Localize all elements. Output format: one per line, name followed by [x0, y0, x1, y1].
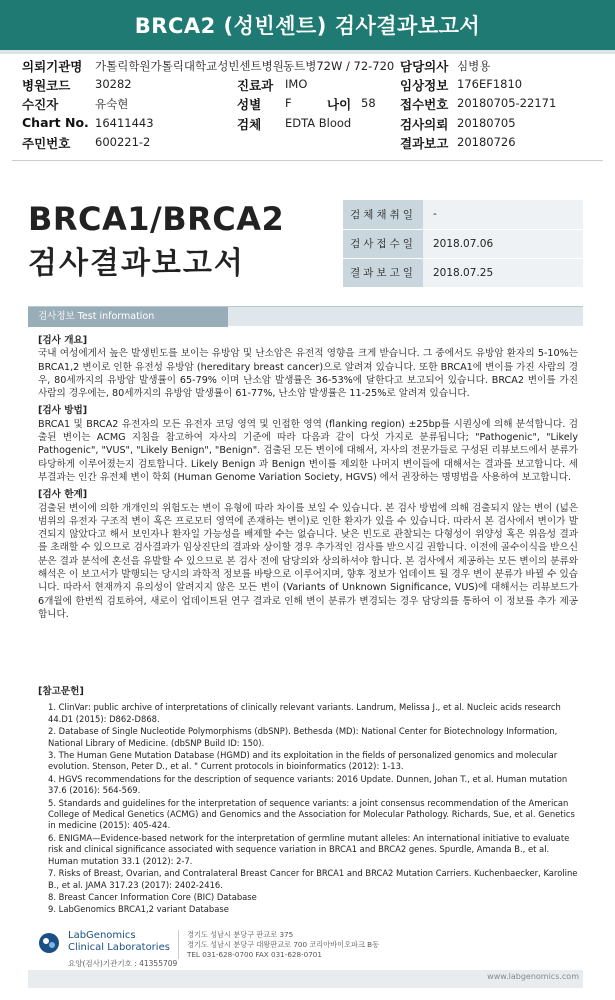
address-line: 경기도 성남시 분당구 판교로 375	[187, 930, 294, 939]
meta-value: IMO	[285, 77, 308, 91]
meta-label: 병원코드	[22, 78, 71, 93]
table-row	[343, 229, 583, 258]
meta-value: 58	[361, 96, 376, 110]
lab-name-line1: LabGenomics	[68, 930, 136, 941]
meta-value: 유숙현	[95, 97, 129, 111]
reference-item: 4. HGVS recommendations for the description of sequence variants: 2016 Update. Dunnen, Johan T., et al. Human mutation 37.6 (2016): 564-569.	[48, 773, 568, 796]
meta-label: 수진자	[22, 97, 59, 112]
meta-label: 임상정보	[400, 78, 449, 93]
meta-label: 나이	[327, 97, 352, 112]
meta-value: 동트병72W / 72-720	[283, 59, 395, 73]
meta-label: 결과보고	[400, 136, 449, 151]
section-text: 검출된 변이에 의한 개개인의 위험도는 변이 유형에 따라 차이를 보일 수 있습니다. 본 검사 방법에 의해 검출되지 않는 변이 (넓은 범위의 유전자 구조적 변이 혹은 프로모터 영역에 존재하는 변이)로 인한 환자가 있을 수 있습니다. 따라서 본 검사에서 변이가 발견되지 않았다고 해서 보인자나 환자일 가능성을 배제할 수는 없습니다. 낮은 빈도로 관찰되는 다형성이 위양성 혹은 위음성 결과를 초래할 수 있으므로 검사결과가 임상진단의 결과와 상이할 경우 추가적인 검사를 받으시길 권합니다. 이전에 골수이식을 받으신 분은 결과 분석에 혼선을 유발할 수 있으므로 본 검사 전에 담당의와 상의하셔야 합니다. 본 검사에서 제공하는 모든 변이의 분류와 해석은 이 보고서가 발행되는 당시의 과학적 정보를 바탕으로 이루어지며, 향후 정보가 업데이트 될 경우 변이 분류가 바뀔 수 있습니다. 따라서 현재까지 유의성이 알려지지 않은 모든 변이 (Variants of Unknown Significance, VUS)에 대해서는 리뷰보드가 6개월에 한번씩 검토하여, 새로이 업데이트된 연구 결과로 인해 변이 분류가 변경되는 경우 담당의를 통하여 이 정보를 추가 제공합니다.	[38, 502, 578, 620]
test-info-body	[38, 330, 578, 621]
meta-label: 주민번호	[22, 136, 71, 151]
meta-label: Chart No.	[22, 115, 89, 130]
meta-value: 16411443	[95, 116, 154, 130]
section-text: BRCA1 및 BRCA2 유전자의 모든 유전자 코딩 영역 및 인접한 영역 (flanking region) ±25bp를 시퀀싱에 의해 분석합니다. 검출된 변이는 ACMG 지침을 참고하여 자사의 기준에 따라 다음과 같이 다섯 가지로 분류됩니다; "Pathogenic", "Likely Pathogenic", "VUS", "Likely Benign", "Benign". 검출된 모든 변이에 대해서, 자사의 전문가들로 구성된 리뷰보드에서 분류가 타당하게 이루어졌는지 검토합니다. Likely Benign 과 Benign 변이를 제외한 나머지 변이들에 대해서는 결과를 보고합니다. 세부결과는 인간 유전체 변이 학회 (Human Genome Variation Society, HGVS) 에서 권장하는 명명법을 사용하여 보고합니다.	[38, 418, 578, 483]
date-value: 2018.07.25	[423, 258, 583, 287]
meta-value: 30282	[95, 77, 132, 91]
meta-label: 검사의뢰	[400, 117, 449, 132]
labgenomics-logo-icon	[38, 932, 60, 954]
date-value: 2018.07.06	[423, 229, 583, 258]
meta-label: 담당의사	[400, 59, 449, 74]
meta-value: 20180705	[457, 116, 516, 130]
reference-item: 9. LabGenomics BRCA1,2 variant Database	[48, 904, 229, 915]
table-row	[343, 258, 583, 287]
meta-value: 20180705-22171	[457, 96, 557, 110]
lab-name-line2: Clinical Laboratories	[68, 942, 170, 953]
section-heading: [검사 개요]	[38, 335, 88, 346]
references	[38, 686, 578, 917]
lab-code: 요양(검사)기관기호 : 41355709	[68, 959, 178, 968]
date-key: 결과보고일	[343, 258, 423, 287]
contact-line: TEL 031-628-0700 FAX 031-628-0701	[187, 949, 322, 959]
document-title: BRCA1/BRCA2	[28, 200, 285, 238]
date-value: -	[423, 200, 583, 229]
section-text: 국내 여성에게서 높은 발생빈도를 보이는 유방암 및 난소암은 유전적 영향을 크게 받습니다. 그 중에서도 유방암 환자의 5-10%는 BRCA1,2 변이로 인한 유전성 유방암 (hereditary breast cancer)으로 알려져 있습니다. 또한 BRCA1에 변이를 가진 사람의 경우, 80세까지의 유방암 발생률이 65-79% 이며 난소암 발생률은 36-53%에 달한다고 보고되어 있습니다. BRCA2 변이를 가진 사람의 경우에는, 80세까지의 유방암 발생률이 61-77%, 난소암 발생률은 11-25%로 알려져 있습니다.	[38, 348, 578, 400]
date-key: 검체채취일	[343, 200, 423, 229]
report-footer	[28, 924, 588, 976]
meta-value: EDTA Blood	[285, 116, 352, 130]
address-line: 경기도 성남시 분당구 대왕판교로 700 코리아바이오파크 B동	[187, 939, 380, 949]
meta-label: 검체	[237, 117, 262, 132]
dates-table	[343, 200, 583, 288]
meta-value: F	[285, 96, 292, 110]
reference-item: 8. Breast Cancer Information Core (BIC) Database	[48, 891, 257, 902]
date-key: 검사접수일	[343, 229, 423, 258]
patient-info-panel	[0, 55, 615, 152]
meta-value: 20180726	[457, 135, 516, 149]
report-title: BRCA2 (성빈센트) 검사결과보고서	[0, 0, 615, 50]
section-heading: [검사 한계]	[38, 489, 88, 501]
meta-label: 진료과	[237, 78, 274, 93]
meta-value: 심병용	[457, 59, 491, 73]
section-tab: 검사정보 Test information	[28, 307, 228, 327]
reference-item: 5. Standards and guidelines for the interpretation of sequence variants: a joint consensus recommendation of the American College of Medical Genetics (ACMG) and Genomics and the Association for Molecular Pathology. Richards, Sue, et al. Genetics in medicine (2015): 405-424.	[48, 797, 575, 831]
reference-item: 1. ClinVar: public archive of interpretations of clinically relevant variants. Landrum, Melissa J., et al. Nucleic acids research 44.D1 (2015): D862-D868.	[48, 702, 561, 724]
meta-value: 176EF1810	[457, 77, 523, 91]
meta-label: 접수번호	[400, 97, 449, 112]
website-link[interactable]: www.labgenomics.com	[487, 972, 579, 981]
reference-item: 2. Database of Single Nucleotide Polymorphisms (dbSNP). Bethesda (MD): National Center for Biotechnology Information, National Library of Medicine. (dbSNP Build ID: 150).	[48, 726, 558, 748]
section-bar	[28, 306, 583, 326]
meta-label: 의뢰기관명	[22, 59, 83, 74]
references-heading: [참고문헌]	[38, 686, 84, 697]
document-subtitle: 검사결과보고서	[28, 246, 245, 281]
lab-name	[68, 930, 170, 954]
meta-label: 성별	[237, 97, 262, 112]
section-heading: [검사 방법]	[38, 405, 88, 417]
reference-item: 6. ENIGMA—Evidence-based network for the interpretation of germline mutant alleles: An international initiative to evaluate risk and clinical significance associated with sequence variation in BRCA1 and BRCA2 genes. Spurdle, Amanda B., et al. Human mutation 33.1 (2012): 2-7.	[48, 832, 570, 866]
reference-list	[38, 702, 578, 915]
reference-item: 7. Risks of Breast, Ovarian, and Contralateral Breast Cancer for BRCA1 and BRCA2 Mutation Carriers. Kuchenbaecker, Karoline B., et al. JAMA 317.23 (2017): 2402-2416.	[48, 868, 578, 890]
meta-value: 가톨릭학원가톨릭대학교성빈센트병원	[95, 59, 284, 73]
table-row	[343, 200, 583, 229]
divider	[12, 160, 603, 161]
lab-address	[178, 930, 379, 959]
reference-item: 3. The Human Gene Mutation Database (HGMD) and its exploitation in the fields of personalized genomics and molecular evolution. Stenson, Peter D., et al. " Current protocols in bioinformatics (2012): 1-13.	[48, 750, 558, 772]
meta-value: 600221-2	[95, 135, 151, 149]
